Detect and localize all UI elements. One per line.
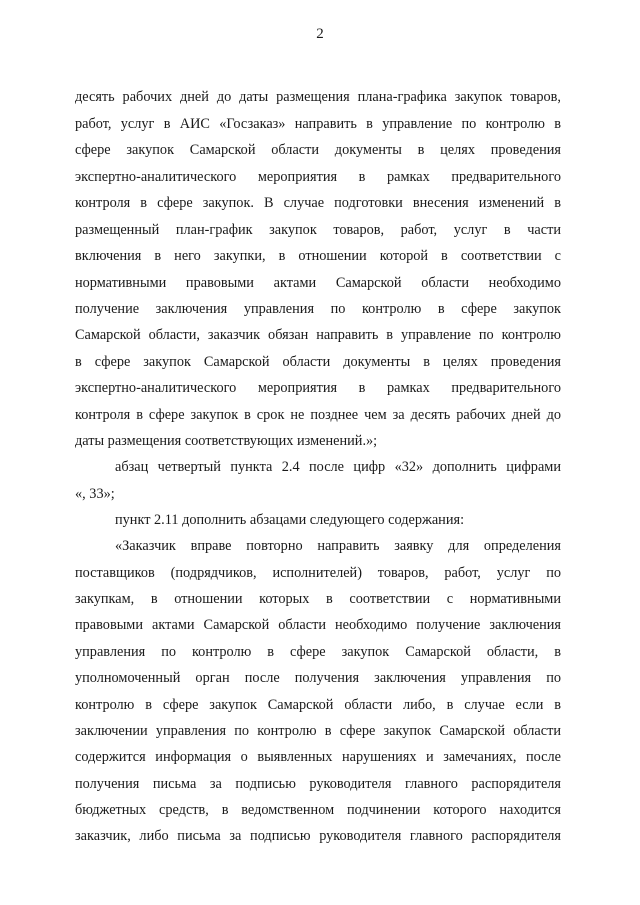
text-line: получения письма за подписью руководителя главного распорядителя [75,776,561,792]
text-line: содержится информация о выявленных нарушениях и замечаниях, после [75,749,561,765]
text-line: включения в него закупки, в отношении которой в соответствии с [75,248,561,264]
text-line: заказчик, либо письма за подписью руководителя главного распорядителя [75,828,561,844]
text-line: десять рабочих дней до даты размещения плана-графика закупок товаров, [75,89,561,105]
text-line: в сфере закупок Самарской области документы в целях проведения [75,354,561,370]
text-line: заключении управления по контролю в сфере закупок Самарской области [75,723,561,739]
text-line: экспертно-аналитического мероприятия в рамках предварительного [75,169,561,185]
text-line: «, 33»; [75,486,115,502]
text-line: управления по контролю в сфере закупок Самарской области, в [75,644,561,660]
text-line: бюджетных средств, в ведомственном подчинении которого находится [75,802,561,818]
text-line: поставщиков (подрядчиков, исполнителей) товаров, работ, услуг по [75,565,561,581]
text-line: размещенный план-график закупок товаров, работ, услуг в части [75,222,561,238]
text-line: Самарской области, заказчик обязан направить в управление по контролю [75,327,561,343]
text-line: уполномоченный орган после получения заключения управления по [75,670,561,686]
text-line: контроля в сфере закупок в срок не позднее чем за десять рабочих дней до [75,407,561,423]
text-line: контроля в сфере закупок. В случае подготовки внесения изменений в [75,195,561,211]
text-line: пункт 2.11 дополнить абзацами следующего содержания: [115,512,465,528]
text-line: правовыми актами Самарской области необходимо получение заключения [75,617,561,633]
text-line: даты размещения соответствующих изменений.»; [75,433,378,449]
text-line: абзац четвертый пункта 2.4 после цифр «32» дополнить цифрами [115,459,561,475]
text-line: нормативными правовыми актами Самарской области необходимо [75,275,561,291]
text-line: «Заказчик вправе повторно направить заявку для определения [115,538,561,554]
text-line: сфере закупок Самарской области документы в целях проведения [75,142,561,158]
text-line: контролю в сфере закупок Самарской области либо, в случае если в [75,697,561,713]
text-line: экспертно-аналитического мероприятия в рамках предварительного [75,380,561,396]
text-line: получение заключения управления по контролю в сфере закупок [75,301,561,317]
text-line: закупкам, в отношении которых в соответствии с нормативными [75,591,561,607]
text-line: работ, услуг в АИС «Госзаказ» направить в управление по контролю в [75,116,561,132]
page-number: 2 [316,26,324,42]
